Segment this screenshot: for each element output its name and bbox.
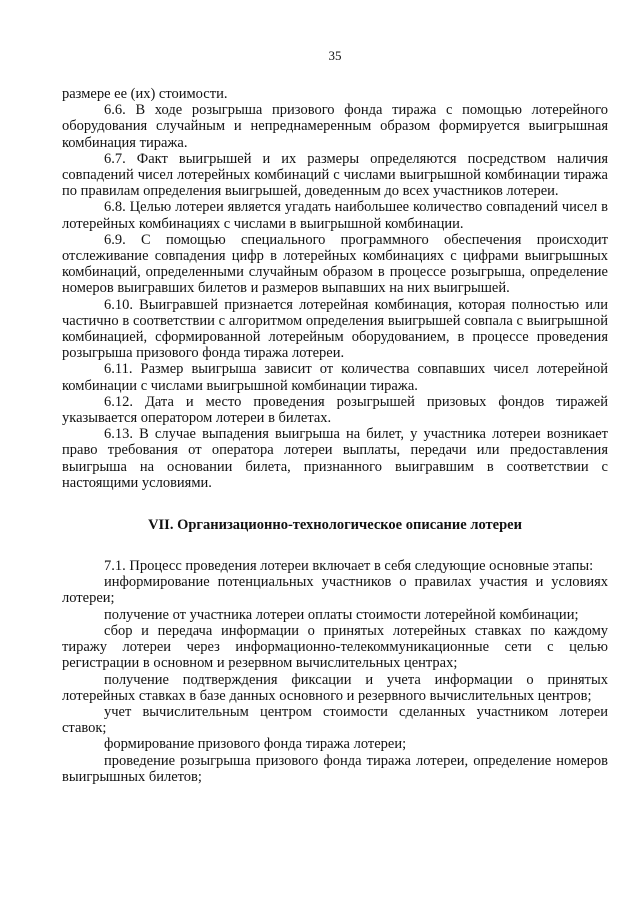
paragraph-7-1: 7.1. Процесс проведения лотереи включает в себя следующие основные этапы: bbox=[104, 558, 594, 575]
section-six-body bbox=[62, 86, 608, 491]
paragraph-6-9: 6.9. С помощью специального программного обеспечения происходит отслеживание совпадения цифр в лотерейных комбинациях с цифрами выигрышных комбинаций, определенными случайным образом в процессе розыгрыша, определение номеров выигравших билетов и размеров выпавших на них выигрышей. bbox=[62, 231, 608, 297]
list-item: проведение розыгрыша призового фонда тиража лотереи, определение номеров выигрышных билетов; bbox=[62, 752, 608, 785]
list-item: получение от участника лотереи оплаты стоимости лотерейной комбинации; bbox=[104, 606, 579, 623]
paragraph-6-12: 6.12. Дата и место проведения розыгрышей призовых фондов тиражей указывается оператором лотереи в билетах. bbox=[62, 393, 608, 427]
list-item: сбор и передача информации о принятых лотерейных ставках по каждому тиражу лотереи через информационно-телекоммуникационные сети с целью регистрации в основном и резервном вычислительных центрах; bbox=[62, 622, 608, 672]
list-item: учет вычислительным центром стоимости сделанных участником лотереи ставок; bbox=[62, 703, 608, 737]
paragraph-6-8: 6.8. Целью лотереи является угадать наибольшее количество совпадений чисел в лотерейных комбинациях с числами в выигрышной комбинации. bbox=[62, 199, 608, 232]
page-number: 35 bbox=[328, 48, 342, 63]
list-item: получение подтверждения фиксации и учета информации о принятых лотерейных ставках в базе данных основного и резервного вычислительных центров; bbox=[62, 671, 608, 704]
list-item: информирование потенциальных участников о правилах участия и условиях лотереи; bbox=[62, 574, 608, 607]
paragraph-6-10: 6.10. Выигравшей признается лотерейная комбинация, которая полностью или частично в соответствии с алгоритмом определения выигрышей совпала с выигрышной комбинацией, сформированной лотерейным оборудованием, в процессе проведения розыгрыша призового фонда тиража лотереи. bbox=[62, 296, 608, 362]
section-heading: VII. Организационно-технологическое описание лотереи bbox=[148, 517, 522, 534]
paragraph: размере ее (их) стоимости. bbox=[62, 86, 228, 102]
section-seven-body bbox=[62, 558, 608, 785]
paragraph-6-13: 6.13. В случае выпадения выигрыша на билет, у участника лотереи возникает право требования от оператора лотереи выплаты, передачи или предоставления выигрыша на основании билета, признанного выигравшим в соответствии с настоящими условиями. bbox=[62, 426, 608, 491]
paragraph-6-6: 6.6. В ходе розыгрыша призового фонда тиража с помощью лотерейного оборудования случайным и непреднамеренным образом формируется выигрышная комбинация тиража. bbox=[62, 102, 608, 151]
paragraph-6-11: 6.11. Размер выигрыша зависит от количества совпавших чисел лотерейной комбинации с числами выигрышной комбинации тиража. bbox=[62, 361, 608, 394]
list-item: формирование призового фонда тиража лотереи; bbox=[104, 736, 407, 753]
paragraph-6-7: 6.7. Факт выигрышей и их размеры определяются посредством наличия совпадений чисел лотерейных комбинаций с числами выигрышной комбинации тиража по правилам определения выигрышей, доведенным до всех участников лотереи. bbox=[62, 150, 608, 200]
